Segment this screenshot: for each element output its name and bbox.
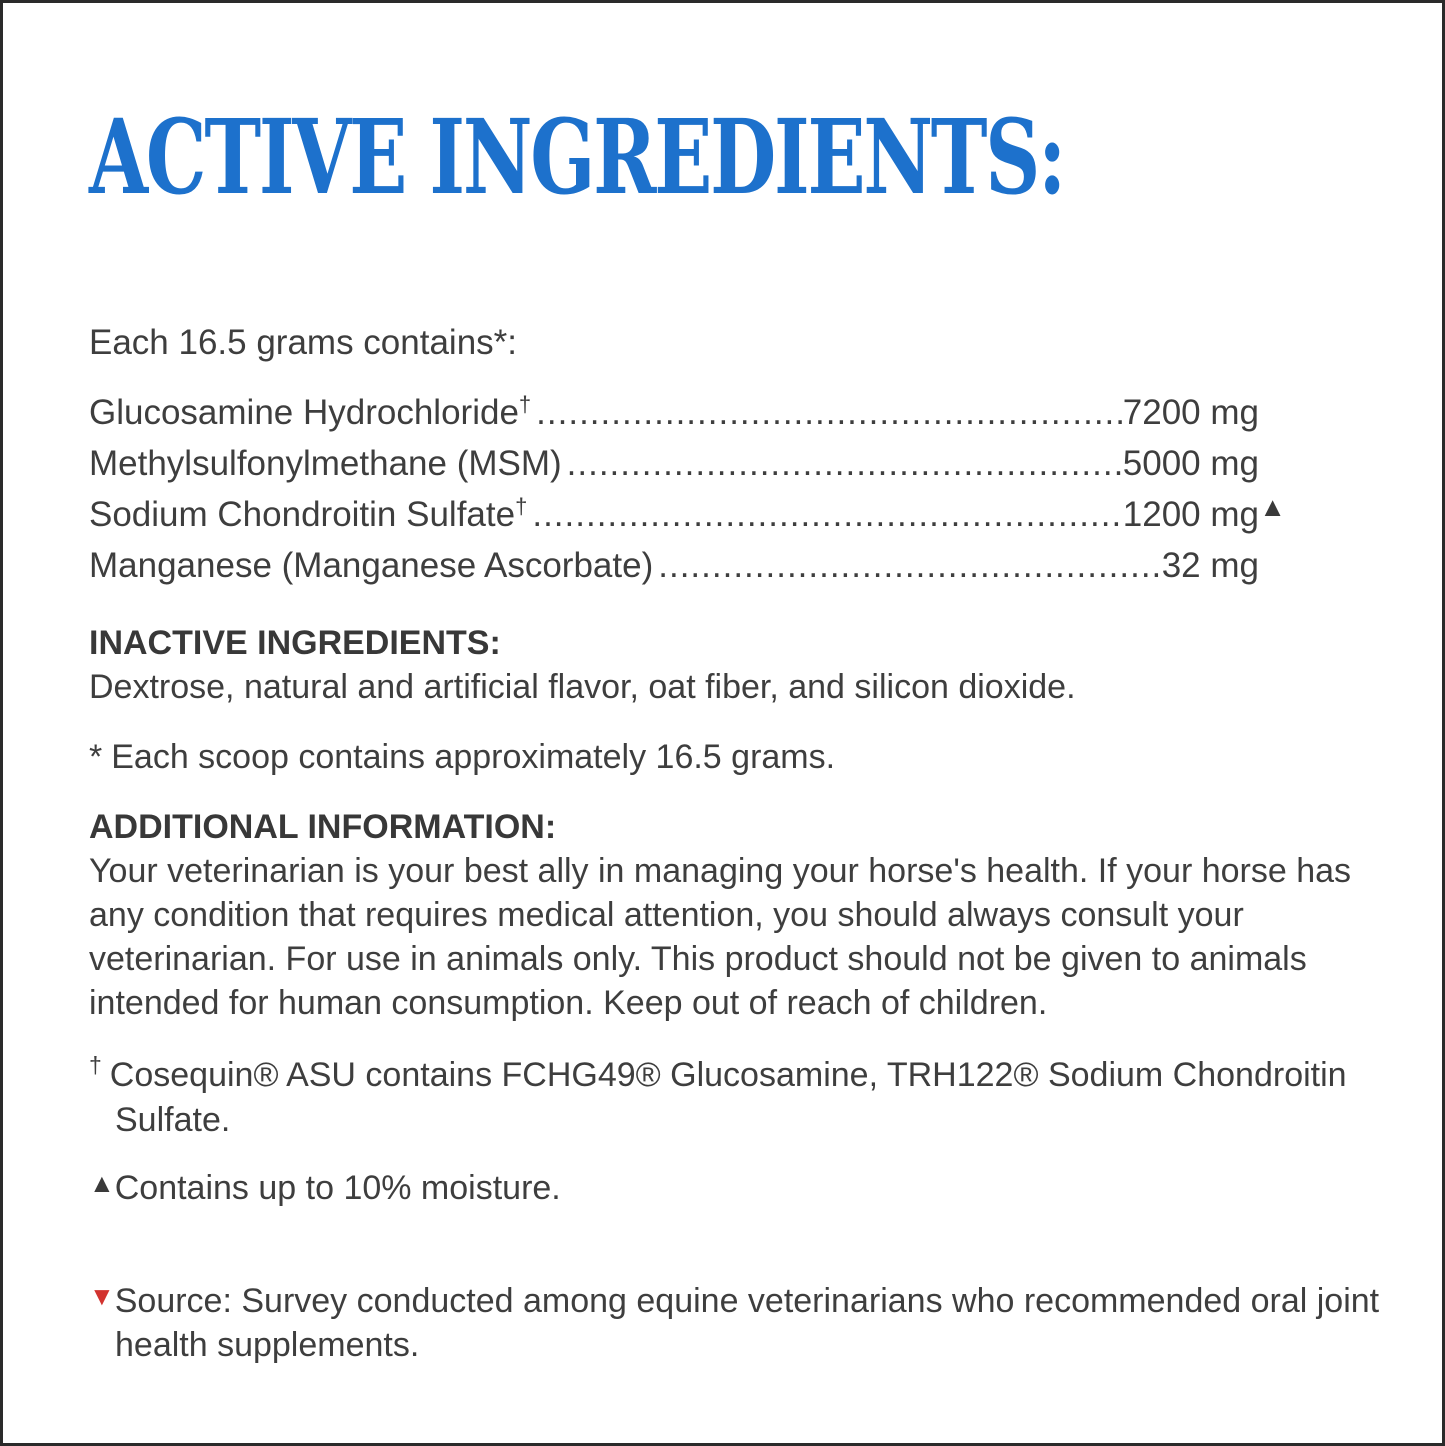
serving-intro: Each 16.5 grams contains*: — [89, 323, 518, 362]
ingredient-row — [89, 387, 1259, 438]
active-ingredients-title: ACTIVE INGREDIENTS: — [89, 97, 1065, 218]
dotted-leader — [567, 438, 1123, 489]
triangle-up-icon: ▲ — [89, 1168, 115, 1198]
dagger-marker: † — [518, 391, 532, 417]
ingredient-amount: 32 mg — [1161, 546, 1259, 585]
additional-information-body: Your veterinarian is your best ally in managing your horse's health. If your horse has any condition that requires medical attention, you should always consult your veterinarian. For use in animals only. This product should not be given to animals intended for human consumption. Keep out of reach of children. — [89, 852, 1352, 1022]
dagger-marker: † — [89, 1052, 102, 1078]
source-footnote-text: Source: Survey conducted among equine veterinarians who recommended oral joint health supplements. — [114, 1282, 1380, 1364]
dagger-footnote — [89, 1043, 1382, 1143]
ingredient-row — [89, 438, 1259, 489]
inactive-ingredients-body: Dextrose, natural and artificial flavor, oat fiber, and silicon dioxide. — [89, 668, 1076, 706]
ingredient-amount: 7200 mg — [1122, 393, 1259, 432]
additional-information-heading: ADDITIONAL INFORMATION: — [89, 808, 557, 846]
ingredient-name: Sodium Chondroitin Sulfate† — [89, 493, 528, 534]
triangle-up-icon: ▲ — [1259, 492, 1286, 522]
ingredient-name: Methylsulfonylmethane (MSM) — [89, 444, 562, 483]
ingredient-name: Glucosamine Hydrochloride† — [89, 391, 532, 432]
ingredient-amount: 5000 mg — [1122, 444, 1259, 483]
dagger-footnote-text: Cosequin® ASU contains FCHG49® Glucosamine, TRH122® Sodium Chondroitin Sulfate. — [109, 1056, 1347, 1139]
source-footnote — [89, 1274, 1382, 1367]
ingredients-table — [89, 387, 1286, 591]
inactive-ingredients-section — [89, 621, 1382, 709]
ingredient-row — [89, 540, 1259, 591]
ingredient-amount: 1200 mg — [1122, 495, 1259, 534]
dotted-leader — [658, 540, 1161, 591]
ingredient-name: Manganese (Manganese Ascorbate) — [89, 546, 654, 585]
moisture-footnote-text: Contains up to 10% moisture. — [114, 1169, 561, 1207]
additional-information-section — [89, 805, 1382, 1025]
triangle-down-icon: ▼ — [89, 1281, 115, 1311]
moisture-footnote — [89, 1161, 1382, 1210]
scoop-footnote — [89, 735, 1382, 779]
ingredient-row — [89, 489, 1286, 540]
inactive-ingredients-heading: INACTIVE INGREDIENTS: — [89, 624, 501, 662]
asterisk-marker: * — [89, 738, 103, 776]
scoop-footnote-text: Each scoop contains approximately 16.5 grams. — [111, 738, 836, 776]
label-content — [89, 321, 1382, 1367]
dotted-leader — [532, 489, 1122, 540]
dagger-marker: † — [515, 493, 528, 519]
dotted-leader — [536, 387, 1123, 438]
